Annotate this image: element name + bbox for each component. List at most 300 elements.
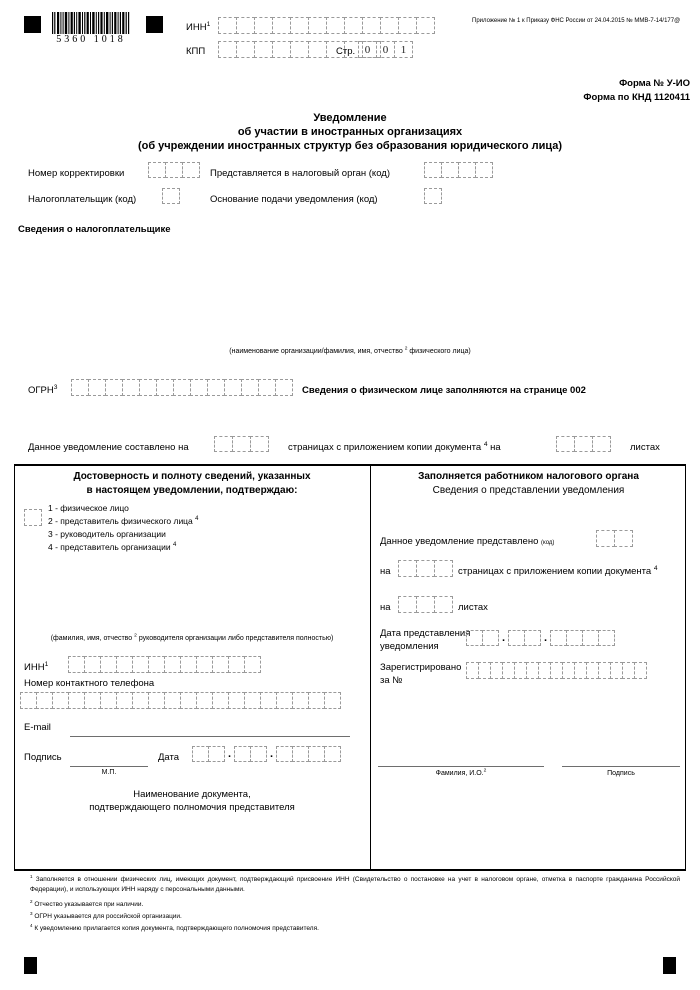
input-cell[interactable] — [241, 604, 254, 621]
input-cell[interactable] — [111, 558, 124, 575]
input-cell[interactable] — [508, 630, 525, 646]
tax-authority-field[interactable] — [424, 162, 492, 178]
input-cell[interactable] — [189, 558, 202, 575]
input-cell[interactable] — [207, 379, 225, 396]
taxpayer-grid-row[interactable] — [19, 317, 682, 335]
input-cell[interactable] — [53, 291, 70, 309]
input-cell[interactable] — [274, 265, 291, 283]
input-cell[interactable] — [325, 265, 342, 283]
input-cell[interactable] — [461, 317, 478, 335]
input-cell[interactable] — [427, 291, 444, 309]
input-cell[interactable] — [98, 581, 111, 598]
input-cell[interactable] — [71, 379, 89, 396]
input-cell[interactable] — [427, 265, 444, 283]
input-cell[interactable] — [72, 840, 85, 859]
input-cell[interactable] — [228, 604, 241, 621]
input-cell[interactable] — [416, 596, 435, 613]
input-cell[interactable] — [648, 239, 665, 257]
input-cell[interactable] — [280, 840, 293, 859]
input-cell[interactable] — [631, 239, 648, 257]
input-cell[interactable] — [72, 581, 85, 598]
input-cell[interactable] — [241, 558, 254, 575]
input-cell[interactable]: 0 — [376, 41, 395, 58]
left-date-year-field[interactable] — [276, 746, 340, 762]
input-cell[interactable] — [241, 581, 254, 598]
input-cell[interactable] — [280, 558, 293, 575]
input-cell[interactable] — [87, 265, 104, 283]
input-cell[interactable] — [410, 239, 427, 257]
input-cell[interactable] — [228, 656, 245, 673]
input-cell[interactable] — [597, 265, 614, 283]
input-cell[interactable] — [614, 291, 631, 309]
input-cell[interactable] — [70, 317, 87, 335]
input-cell[interactable] — [202, 816, 215, 835]
input-cell[interactable] — [345, 558, 358, 575]
input-cell[interactable] — [280, 604, 293, 621]
input-cell[interactable] — [214, 436, 233, 452]
input-cell[interactable] — [36, 265, 53, 283]
input-cell[interactable] — [124, 604, 137, 621]
right-sheets-field[interactable] — [398, 596, 452, 613]
input-cell[interactable] — [254, 816, 267, 835]
input-cell[interactable] — [580, 317, 597, 335]
input-cell[interactable] — [137, 840, 150, 859]
input-cell[interactable] — [176, 558, 189, 575]
input-cell[interactable] — [596, 530, 615, 547]
input-cell[interactable] — [148, 656, 165, 673]
input-cell[interactable] — [150, 604, 163, 621]
input-cell[interactable] — [376, 317, 393, 335]
inn-field[interactable] — [218, 17, 434, 34]
input-cell[interactable] — [72, 604, 85, 621]
right-date-year-field[interactable] — [550, 630, 614, 646]
input-cell[interactable] — [461, 291, 478, 309]
input-cell[interactable] — [36, 317, 53, 335]
input-cell[interactable] — [20, 816, 33, 835]
input-cell[interactable] — [495, 291, 512, 309]
submitted-code-field[interactable] — [596, 530, 632, 547]
input-cell[interactable] — [410, 265, 427, 283]
input-cell[interactable] — [116, 656, 133, 673]
input-cell[interactable] — [434, 560, 453, 577]
input-cell[interactable] — [308, 41, 327, 58]
input-cell[interactable] — [105, 379, 123, 396]
input-cell[interactable] — [324, 692, 341, 709]
input-cell[interactable] — [291, 265, 308, 283]
input-cell[interactable] — [155, 317, 172, 335]
input-cell[interactable] — [240, 317, 257, 335]
input-cell[interactable] — [546, 265, 563, 283]
input-cell[interactable] — [228, 558, 241, 575]
input-cell[interactable] — [254, 840, 267, 859]
input-cell[interactable] — [280, 581, 293, 598]
input-cell[interactable] — [280, 816, 293, 835]
input-cell[interactable] — [574, 436, 593, 452]
input-cell[interactable] — [104, 265, 121, 283]
input-cell[interactable] — [33, 604, 46, 621]
input-cell[interactable] — [121, 291, 138, 309]
input-cell[interactable] — [36, 291, 53, 309]
input-cell[interactable] — [244, 656, 261, 673]
input-cell[interactable] — [176, 840, 189, 859]
input-cell[interactable] — [87, 239, 104, 257]
input-cell[interactable] — [189, 816, 202, 835]
input-cell[interactable] — [308, 746, 325, 762]
input-cell[interactable] — [196, 692, 213, 709]
input-cell[interactable] — [223, 239, 240, 257]
authority-document-grid[interactable] — [20, 816, 358, 864]
input-cell[interactable] — [342, 265, 359, 283]
input-cell[interactable] — [441, 162, 459, 178]
input-cell[interactable] — [410, 291, 427, 309]
input-cell[interactable] — [111, 816, 124, 835]
left-date-month-field[interactable] — [234, 746, 266, 762]
input-cell[interactable] — [258, 379, 276, 396]
input-cell[interactable] — [46, 581, 59, 598]
input-cell[interactable] — [202, 840, 215, 859]
input-cell[interactable] — [272, 17, 291, 34]
input-cell[interactable] — [20, 840, 33, 859]
input-cell[interactable] — [332, 840, 345, 859]
input-cell[interactable] — [478, 291, 495, 309]
input-cell[interactable] — [546, 317, 563, 335]
input-cell[interactable] — [563, 317, 580, 335]
input-cell[interactable] — [345, 581, 358, 598]
input-cell[interactable] — [512, 317, 529, 335]
input-cell[interactable] — [100, 656, 117, 673]
input-cell[interactable] — [512, 239, 529, 257]
taxpayer-grid-row[interactable] — [19, 239, 682, 257]
input-cell[interactable] — [116, 692, 133, 709]
input-cell[interactable] — [631, 291, 648, 309]
input-cell[interactable] — [155, 239, 172, 257]
input-cell[interactable] — [124, 581, 137, 598]
input-cell[interactable] — [332, 558, 345, 575]
input-cell[interactable] — [257, 239, 274, 257]
input-cell[interactable] — [240, 239, 257, 257]
input-cell[interactable] — [180, 656, 197, 673]
input-cell[interactable] — [512, 291, 529, 309]
input-cell[interactable] — [393, 291, 410, 309]
input-cell[interactable] — [529, 317, 546, 335]
input-cell[interactable] — [274, 317, 291, 335]
input-cell[interactable] — [257, 291, 274, 309]
input-cell[interactable] — [33, 581, 46, 598]
confirmer-name-grid-row[interactable] — [20, 558, 358, 575]
input-cell[interactable] — [84, 656, 101, 673]
input-cell[interactable] — [164, 692, 181, 709]
input-cell[interactable] — [155, 265, 172, 283]
input-cell[interactable] — [124, 558, 137, 575]
input-cell[interactable] — [529, 291, 546, 309]
input-cell[interactable] — [393, 239, 410, 257]
input-cell[interactable] — [376, 291, 393, 309]
input-cell[interactable] — [163, 816, 176, 835]
input-cell[interactable] — [308, 265, 325, 283]
input-cell[interactable] — [241, 816, 254, 835]
confirmer-name-grid-row[interactable] — [20, 604, 358, 621]
input-cell[interactable] — [121, 239, 138, 257]
input-cell[interactable] — [240, 265, 257, 283]
input-cell[interactable] — [20, 558, 33, 575]
officer-signature-line[interactable] — [562, 766, 680, 767]
input-cell[interactable] — [267, 581, 280, 598]
input-cell[interactable] — [566, 630, 583, 646]
input-cell[interactable] — [376, 265, 393, 283]
input-cell[interactable] — [59, 604, 72, 621]
input-cell[interactable] — [257, 317, 274, 335]
input-cell[interactable] — [20, 581, 33, 598]
input-cell[interactable] — [398, 596, 417, 613]
input-cell[interactable] — [52, 692, 69, 709]
input-cell[interactable] — [218, 17, 237, 34]
input-cell[interactable] — [228, 581, 241, 598]
input-cell[interactable] — [648, 265, 665, 283]
input-cell[interactable] — [274, 291, 291, 309]
input-cell[interactable] — [206, 291, 223, 309]
input-cell[interactable] — [274, 239, 291, 257]
input-cell[interactable] — [665, 239, 682, 257]
input-cell[interactable] — [444, 265, 461, 283]
input-cell[interactable] — [150, 581, 163, 598]
input-cell[interactable] — [461, 239, 478, 257]
input-cell[interactable] — [293, 604, 306, 621]
input-cell[interactable] — [224, 379, 242, 396]
input-cell[interactable] — [72, 816, 85, 835]
kpp-field[interactable] — [218, 41, 380, 58]
authority-document-grid-row[interactable] — [20, 816, 358, 835]
input-cell[interactable] — [138, 317, 155, 335]
input-cell[interactable] — [163, 604, 176, 621]
input-cell[interactable] — [70, 291, 87, 309]
input-cell[interactable] — [254, 558, 267, 575]
input-cell[interactable] — [556, 436, 575, 452]
input-cell[interactable] — [614, 530, 633, 547]
input-cell[interactable] — [306, 840, 319, 859]
input-cell[interactable] — [444, 239, 461, 257]
input-cell[interactable] — [53, 239, 70, 257]
input-cell[interactable] — [424, 188, 442, 204]
input-cell[interactable] — [19, 291, 36, 309]
input-cell[interactable] — [36, 692, 53, 709]
right-date-month-field[interactable] — [508, 630, 540, 646]
input-cell[interactable] — [192, 746, 209, 762]
input-cell[interactable]: 1 — [394, 41, 413, 58]
left-date-day-field[interactable] — [192, 746, 224, 762]
input-cell[interactable] — [180, 692, 197, 709]
input-cell[interactable] — [524, 630, 541, 646]
input-cell[interactable] — [293, 558, 306, 575]
input-cell[interactable] — [495, 317, 512, 335]
input-cell[interactable] — [275, 379, 293, 396]
input-cell[interactable] — [478, 265, 495, 283]
input-cell[interactable] — [325, 291, 342, 309]
input-cell[interactable] — [342, 291, 359, 309]
taxpayer-grid-row[interactable] — [19, 265, 682, 283]
input-cell[interactable] — [665, 291, 682, 309]
input-cell[interactable] — [291, 317, 308, 335]
input-cell[interactable] — [155, 291, 172, 309]
input-cell[interactable] — [550, 630, 567, 646]
input-cell[interactable] — [293, 581, 306, 598]
input-cell[interactable] — [20, 692, 37, 709]
input-cell[interactable] — [478, 239, 495, 257]
input-cell[interactable] — [68, 656, 85, 673]
input-cell[interactable] — [72, 558, 85, 575]
input-cell[interactable] — [88, 379, 106, 396]
input-cell[interactable] — [46, 604, 59, 621]
input-cell[interactable] — [176, 604, 189, 621]
input-cell[interactable] — [232, 436, 251, 452]
input-cell[interactable] — [267, 816, 280, 835]
input-cell[interactable] — [427, 317, 444, 335]
input-cell[interactable] — [172, 317, 189, 335]
input-cell[interactable] — [137, 604, 150, 621]
input-cell[interactable] — [111, 581, 124, 598]
input-cell[interactable] — [466, 630, 483, 646]
email-line[interactable] — [70, 736, 350, 737]
input-cell[interactable] — [124, 816, 137, 835]
input-cell[interactable] — [228, 692, 245, 709]
input-cell[interactable] — [19, 265, 36, 283]
input-cell[interactable] — [33, 816, 46, 835]
input-cell[interactable] — [36, 239, 53, 257]
input-cell[interactable] — [582, 630, 599, 646]
input-cell[interactable] — [324, 746, 341, 762]
input-cell[interactable] — [529, 239, 546, 257]
input-cell[interactable] — [59, 581, 72, 598]
input-cell[interactable] — [631, 317, 648, 335]
input-cell[interactable] — [580, 265, 597, 283]
input-cell[interactable] — [458, 162, 476, 178]
input-cell[interactable] — [332, 816, 345, 835]
confirmer-option-3[interactable] — [48, 528, 166, 540]
input-cell[interactable] — [215, 840, 228, 859]
confirmer-name-grid[interactable] — [20, 558, 358, 627]
input-cell[interactable] — [291, 291, 308, 309]
input-cell[interactable] — [614, 317, 631, 335]
input-cell[interactable] — [410, 317, 427, 335]
input-cell[interactable] — [244, 692, 261, 709]
input-cell[interactable] — [319, 581, 332, 598]
right-pages-field[interactable] — [398, 560, 452, 577]
input-cell[interactable] — [98, 816, 111, 835]
input-cell[interactable] — [614, 239, 631, 257]
input-cell[interactable] — [580, 239, 597, 257]
input-cell[interactable] — [276, 746, 293, 762]
ogrn-field[interactable] — [71, 379, 292, 396]
input-cell[interactable] — [563, 291, 580, 309]
input-cell[interactable] — [398, 560, 417, 577]
input-cell[interactable] — [218, 41, 237, 58]
input-cell[interactable] — [546, 291, 563, 309]
input-cell[interactable] — [70, 265, 87, 283]
input-cell[interactable] — [306, 581, 319, 598]
input-cell[interactable] — [648, 317, 665, 335]
input-cell[interactable] — [267, 840, 280, 859]
input-cell[interactable] — [53, 317, 70, 335]
input-cell[interactable] — [215, 581, 228, 598]
input-cell[interactable] — [424, 162, 442, 178]
input-cell[interactable] — [319, 840, 332, 859]
input-cell[interactable]: 0 — [358, 41, 377, 58]
input-cell[interactable] — [359, 291, 376, 309]
input-cell[interactable] — [104, 239, 121, 257]
input-cell[interactable] — [137, 581, 150, 598]
input-cell[interactable] — [139, 379, 157, 396]
input-cell[interactable] — [260, 692, 277, 709]
input-cell[interactable] — [308, 17, 327, 34]
input-cell[interactable] — [276, 692, 293, 709]
input-cell[interactable] — [206, 317, 223, 335]
input-cell[interactable] — [163, 840, 176, 859]
right-date-day-field[interactable] — [466, 630, 498, 646]
input-cell[interactable] — [546, 239, 563, 257]
taxpayer-code-field[interactable] — [162, 188, 179, 204]
input-cell[interactable] — [206, 239, 223, 257]
confirmer-option-4[interactable] — [48, 541, 176, 553]
input-cell[interactable] — [165, 162, 183, 178]
input-cell[interactable] — [376, 239, 393, 257]
input-cell[interactable] — [291, 239, 308, 257]
input-cell[interactable] — [319, 816, 332, 835]
input-cell[interactable] — [138, 239, 155, 257]
input-cell[interactable] — [342, 317, 359, 335]
input-cell[interactable] — [308, 239, 325, 257]
input-cell[interactable] — [150, 558, 163, 575]
input-cell[interactable] — [308, 317, 325, 335]
input-cell[interactable] — [212, 656, 229, 673]
input-cell[interactable] — [189, 604, 202, 621]
input-cell[interactable] — [190, 379, 208, 396]
input-cell[interactable] — [597, 291, 614, 309]
input-cell[interactable] — [121, 265, 138, 283]
confirmer-inn-field[interactable] — [68, 656, 260, 673]
input-cell[interactable] — [308, 291, 325, 309]
input-cell[interactable] — [163, 581, 176, 598]
input-cell[interactable] — [240, 291, 257, 309]
input-cell[interactable] — [325, 317, 342, 335]
input-cell[interactable] — [176, 816, 189, 835]
input-cell[interactable] — [461, 265, 478, 283]
input-cell[interactable] — [132, 692, 149, 709]
input-cell[interactable] — [267, 604, 280, 621]
input-cell[interactable] — [250, 746, 267, 762]
input-cell[interactable] — [332, 581, 345, 598]
input-cell[interactable] — [189, 317, 206, 335]
input-cell[interactable] — [241, 840, 254, 859]
input-cell[interactable] — [398, 17, 417, 34]
input-cell[interactable] — [512, 265, 529, 283]
input-cell[interactable] — [434, 596, 453, 613]
input-cell[interactable] — [223, 291, 240, 309]
input-cell[interactable] — [189, 291, 206, 309]
input-cell[interactable] — [206, 265, 223, 283]
input-cell[interactable] — [359, 239, 376, 257]
input-cell[interactable] — [592, 436, 611, 452]
input-cell[interactable] — [308, 692, 325, 709]
input-cell[interactable] — [380, 17, 399, 34]
input-cell[interactable] — [111, 840, 124, 859]
input-cell[interactable] — [189, 840, 202, 859]
input-cell[interactable] — [614, 265, 631, 283]
input-cell[interactable] — [267, 558, 280, 575]
input-cell[interactable] — [98, 558, 111, 575]
input-cell[interactable] — [163, 558, 176, 575]
authority-document-grid-row[interactable] — [20, 840, 358, 859]
input-cell[interactable] — [292, 746, 309, 762]
input-cell[interactable] — [234, 746, 251, 762]
